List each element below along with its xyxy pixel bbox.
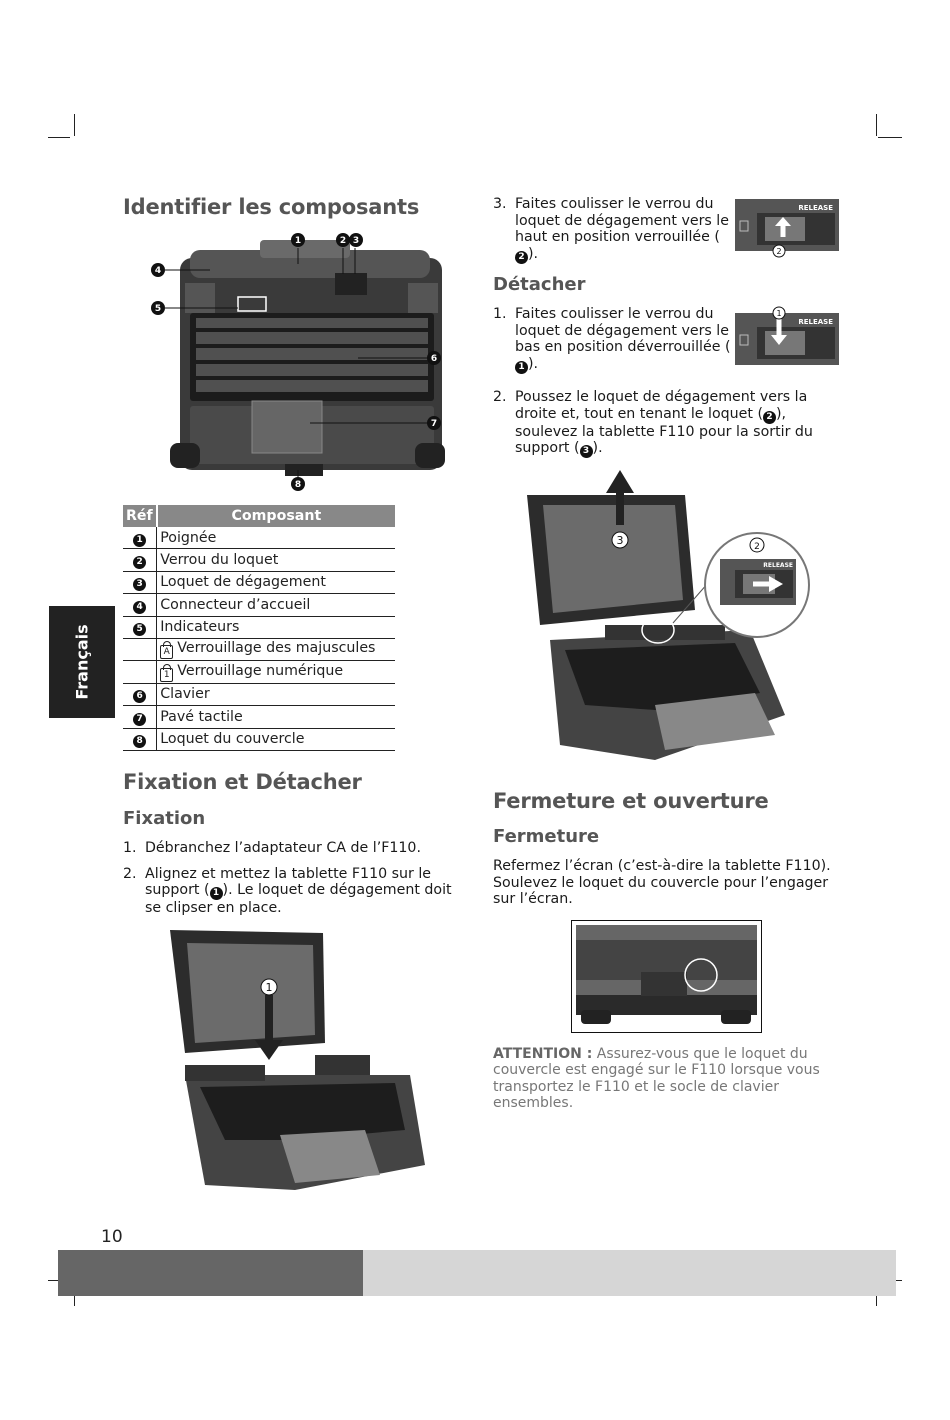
step-text: Faites coulisser le verrou du loquet de dégagement vers le bas en position déverrouillée (	[515, 306, 731, 356]
release-label: RELEASE	[798, 204, 833, 212]
detach-step-2	[493, 389, 831, 467]
crop-mark	[876, 114, 877, 136]
release-label: RELEASE	[798, 318, 833, 326]
identify-title: Identifier les composants	[123, 195, 420, 219]
component-label: Loquet du couvercle	[157, 728, 395, 750]
caps-lock-icon: A	[160, 645, 173, 659]
release-latch-locked-figure	[735, 199, 839, 259]
component-label: Verrouillage des majuscules	[177, 640, 376, 657]
callout-6-text: 6	[430, 354, 438, 364]
language-label: Français	[72, 624, 92, 700]
component-label: Pavé tactile	[157, 706, 395, 728]
component-label: Verrouillage numérique	[177, 662, 344, 679]
callout-1-text: 1	[294, 236, 302, 246]
table-header	[123, 505, 395, 527]
list-item	[493, 389, 831, 458]
step-disc: 3	[580, 445, 593, 458]
attach-subtitle: Fixation	[123, 808, 206, 829]
step-number: 1.	[123, 840, 137, 856]
step-disc: 2	[763, 411, 776, 424]
table-row	[123, 661, 395, 683]
page-number: 10	[101, 1227, 123, 1247]
attach-detach-title: Fixation et Détacher	[123, 770, 362, 794]
table-row	[123, 594, 395, 616]
step-text: Alignez et mettez la tablette F110 sur le support (	[145, 865, 432, 899]
language-side-tab	[49, 606, 115, 718]
header-component: Composant	[157, 505, 395, 527]
step-text: ).	[528, 355, 539, 372]
close-open-title: Fermeture et ouverture	[493, 789, 769, 813]
components-table	[123, 505, 395, 751]
release-latch-unlocked-figure	[735, 305, 839, 367]
table-row	[123, 728, 395, 750]
list-item	[493, 196, 731, 264]
callout-8-text: 8	[294, 480, 302, 490]
detach-subtitle: Détacher	[493, 274, 586, 295]
table-row	[123, 571, 395, 593]
table-row	[123, 549, 395, 571]
step-text: Débranchez l’adaptateur CA de l’F110.	[145, 840, 421, 856]
attach-steps	[123, 840, 463, 926]
ref-disc: 1	[133, 534, 146, 547]
component-label: Clavier	[157, 683, 395, 705]
table-row	[123, 638, 395, 660]
step-text: ).	[592, 440, 603, 457]
crop-mark	[74, 114, 75, 136]
ref-disc: 8	[133, 735, 146, 748]
step-number: 3.	[493, 196, 507, 212]
footer-bar-dark	[58, 1250, 363, 1296]
step-text: ), soulevez la tablette F110 pour la sortir du support (	[515, 405, 813, 457]
ref-disc: 3	[133, 578, 146, 591]
table-row	[123, 683, 395, 705]
callout-3-text: 3	[616, 534, 624, 547]
detach-tablet-figure	[525, 465, 815, 775]
callout-7-text: 7	[430, 419, 438, 429]
component-label: Indicateurs	[157, 616, 395, 638]
keyboard-dock-figure	[150, 228, 450, 493]
step-text: Faites coulisser le verrou du loquet de dégagement vers le haut en position verrouillée (	[515, 196, 729, 246]
attention-text: Assurez-vous que le loquet du couvercle est engagé sur le F110 lorsque vous transportez le F110 et le socle de clavier ensembles.	[493, 1046, 820, 1112]
callout-1-text: 1	[265, 981, 273, 994]
step-disc: 1	[210, 887, 223, 900]
step-disc: 1	[515, 361, 528, 374]
step-disc: 2	[515, 251, 528, 264]
table-row	[123, 706, 395, 728]
closed-lid-figure	[571, 920, 762, 1033]
list-item	[123, 866, 463, 917]
component-label: Verrou du loquet	[157, 549, 395, 571]
callout-2-text: 2	[754, 542, 760, 552]
table-row	[123, 527, 395, 549]
step-number: 2.	[493, 389, 507, 405]
ref-disc: 5	[133, 623, 146, 636]
ref-disc: 7	[133, 713, 146, 726]
component-label: Connecteur d’accueil	[157, 594, 395, 616]
callout-2-text: 2	[339, 236, 347, 246]
step-text: ). Le loquet de dégagement doit se clipser en place.	[145, 882, 452, 917]
header-ref: Réf	[123, 505, 157, 527]
close-subtitle: Fermeture	[493, 826, 600, 847]
callout-5-text: 5	[154, 304, 162, 314]
ref-disc: 4	[133, 601, 146, 614]
footer-bar-light	[363, 1250, 896, 1296]
component-label: Poignée	[157, 527, 395, 549]
callout-2-text: 2	[776, 247, 782, 256]
detach-step-1	[493, 306, 731, 383]
list-item	[123, 840, 463, 857]
callout-1-text: 1	[776, 309, 782, 318]
step-number: 1.	[493, 306, 507, 322]
close-text: Refermez l’écran (c’est-à-dire la tablette F110). Soulevez le loquet du couvercle pour l’engager sur l’écran.	[493, 858, 831, 908]
crop-mark	[878, 137, 902, 138]
num-lock-icon: 1	[160, 668, 173, 682]
attach-tablet-figure	[165, 925, 430, 1210]
list-item	[493, 306, 731, 374]
crop-mark	[48, 137, 70, 138]
step-number: 2.	[123, 865, 137, 882]
step-text: ).	[528, 245, 539, 262]
table-row	[123, 616, 395, 638]
ref-disc: 2	[133, 556, 146, 569]
callout-3-text: 3	[352, 236, 360, 246]
ref-disc: 6	[133, 690, 146, 703]
lock-step	[493, 196, 731, 273]
callout-4-text: 4	[154, 266, 162, 276]
step-text: Poussez le loquet de dégagement vers la droite et, tout en tenant le loquet (	[515, 389, 808, 422]
attention-note	[493, 1046, 843, 1112]
attention-label: ATTENTION :	[493, 1046, 593, 1062]
component-label: Loquet de dégagement	[157, 571, 395, 593]
release-label: RELEASE	[763, 562, 793, 569]
